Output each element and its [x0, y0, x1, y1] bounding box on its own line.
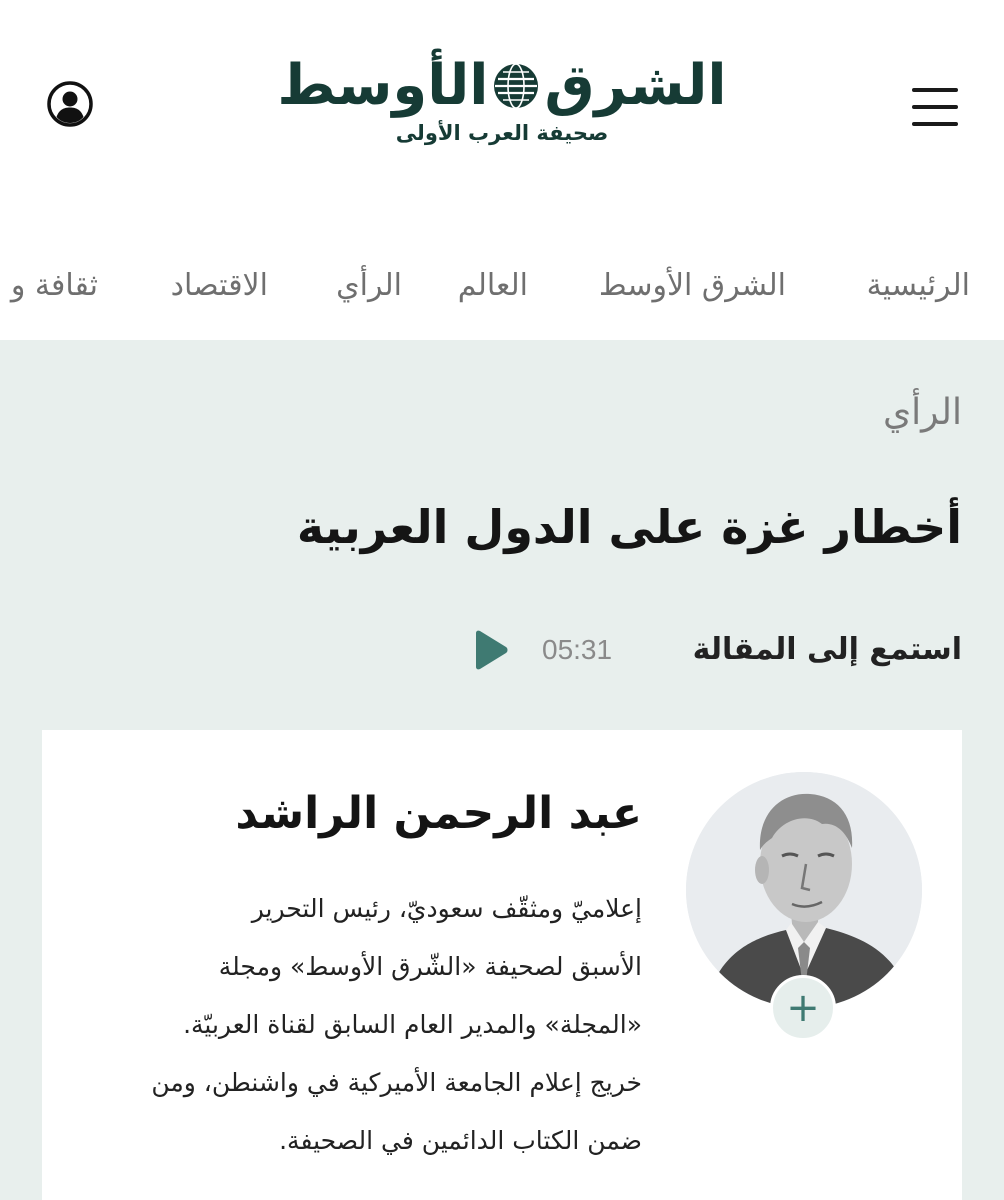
- author-portrait-image: [686, 772, 922, 1008]
- logo-word-right: الشرق: [544, 53, 727, 118]
- section-nav: [0, 210, 1004, 340]
- nav-item-home[interactable]: الرئيسية: [866, 268, 970, 303]
- author-bio-line: خريج إعلام الجامعة الأميركية في واشنطن، ومن: [151, 1068, 642, 1097]
- logo-word-left: الأوسط: [277, 53, 489, 118]
- author-bio-line: «المجلة» والمدير العام السابق لقناة العربيّة.: [183, 1010, 642, 1039]
- nav-item-economy[interactable]: الاقتصاد: [170, 268, 268, 303]
- author-bio-line: ضمن الكتاب الدائمين في الصحيفة.: [279, 1126, 642, 1155]
- globe-icon: [492, 62, 540, 110]
- listen-label: استمع إلى المقالة: [692, 632, 962, 667]
- author-bio-line: الأسبق لصحيفة «الشّرق الأوسط» ومجلة: [218, 952, 642, 981]
- author-name[interactable]: عبد الرحمن الراشد: [235, 788, 642, 839]
- nav-item-culture[interactable]: ثقافة و: [10, 268, 98, 303]
- logo-tagline: صحيفة العرب الأولى: [395, 121, 609, 145]
- logo-wordmark: [277, 53, 727, 118]
- hamburger-icon-line: [912, 105, 958, 109]
- menu-button[interactable]: [912, 86, 958, 128]
- author-card: [42, 730, 962, 1200]
- site-header: [0, 0, 1004, 210]
- play-button[interactable]: [470, 630, 510, 670]
- site-logo[interactable]: [277, 53, 727, 155]
- audio-duration: 05:31: [542, 634, 613, 665]
- nav-item-opinion[interactable]: الرأي: [336, 268, 402, 303]
- follow-author-button[interactable]: +: [770, 975, 836, 1041]
- user-account-icon: [46, 80, 94, 128]
- author-bio: [82, 880, 642, 1170]
- article-title: أخطار غزة على الدول العربية: [296, 500, 962, 554]
- hamburger-icon: [912, 88, 958, 92]
- play-icon: [470, 630, 510, 670]
- section-label[interactable]: الرأي: [882, 392, 962, 433]
- account-button[interactable]: [46, 80, 94, 128]
- nav-item-middle-east[interactable]: الشرق الأوسط: [598, 268, 786, 303]
- nav-item-world[interactable]: العالم: [457, 268, 528, 303]
- author-bio-line: إعلاميّ ومثقّف سعوديّ، رئيس التحرير: [251, 894, 642, 923]
- author-avatar[interactable]: [686, 772, 922, 1008]
- article-header: [0, 340, 1004, 1200]
- hamburger-icon-line: [912, 122, 958, 126]
